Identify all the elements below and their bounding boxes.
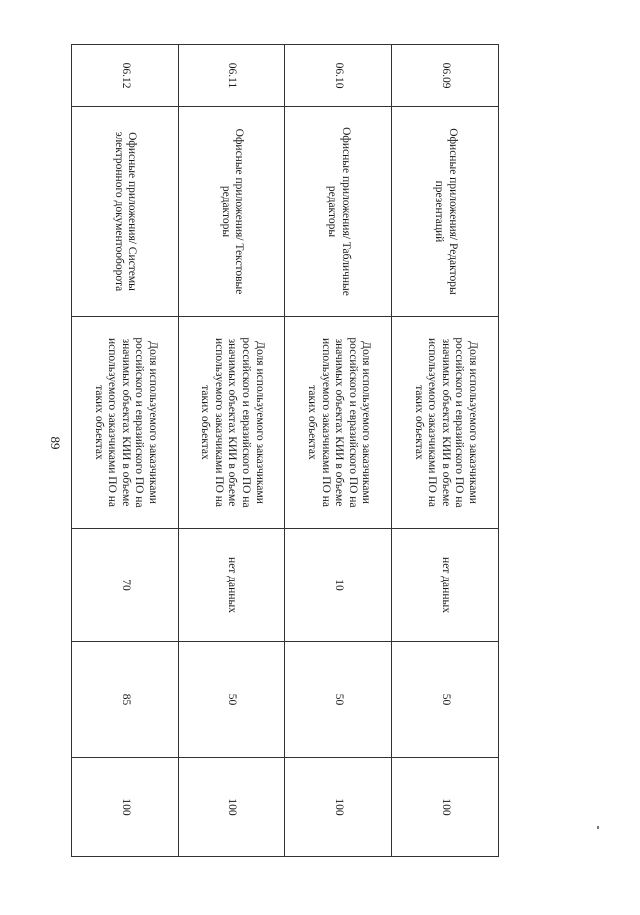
- row-value-mid: 50: [178, 642, 285, 758]
- row-indicator: Доля используемого заказчиками российского и евразийского ПО на значимых объектах КИИ в объеме используемого заказчиками ПО на таких объектах: [392, 317, 499, 529]
- row-name: Офисные приложения/ Текстовые редакторы: [178, 107, 285, 317]
- row-value-target: 100: [72, 758, 179, 857]
- row-code: 06.12: [72, 45, 179, 107]
- row-value-target: 100: [285, 758, 392, 857]
- row-value-base: нет данных: [392, 529, 499, 642]
- table-row: [72, 45, 179, 857]
- indicator-table: [71, 44, 499, 857]
- table-row: [178, 45, 285, 857]
- row-indicator: Доля используемого заказчиками российского и евразийского ПО на значимых объектах КИИ в объеме используемого заказчиками ПО на таких объектах: [72, 317, 179, 529]
- page-number: 89: [48, 436, 63, 450]
- table-rotor: [71, 44, 499, 856]
- row-indicator: Доля используемого заказчиками российского и евразийского ПО на значимых объектах КИИ в объеме используемого заказчиками ПО на таких объектах: [285, 317, 392, 529]
- row-value-mid: 50: [285, 642, 392, 758]
- table-row: [285, 45, 392, 857]
- row-indicator: Доля используемого заказчиками российского и евразийского ПО на значимых объектах КИИ в объеме используемого заказчиками ПО на таких объектах: [178, 317, 285, 529]
- row-name: Офисные приложения/ Табличные редакторы: [285, 107, 392, 317]
- row-value-base: 70: [72, 529, 179, 642]
- row-name: Офисные приложения/ Редакторы презентаций: [392, 107, 499, 317]
- row-code: 06.09: [392, 45, 499, 107]
- row-value-mid: 50: [392, 642, 499, 758]
- row-name: Офисные приложения/ Системы электронного документооборота: [72, 107, 179, 317]
- table-landscape: [71, 44, 499, 856]
- row-code: 06.10: [285, 45, 392, 107]
- row-code: 06.11: [178, 45, 285, 107]
- table-row: [392, 45, 499, 857]
- row-value-target: 100: [178, 758, 285, 857]
- row-value-mid: 85: [72, 642, 179, 758]
- row-value-target: 100: [392, 758, 499, 857]
- scan-speck: [597, 826, 599, 829]
- row-value-base: нет данных: [178, 529, 285, 642]
- row-value-base: 10: [285, 529, 392, 642]
